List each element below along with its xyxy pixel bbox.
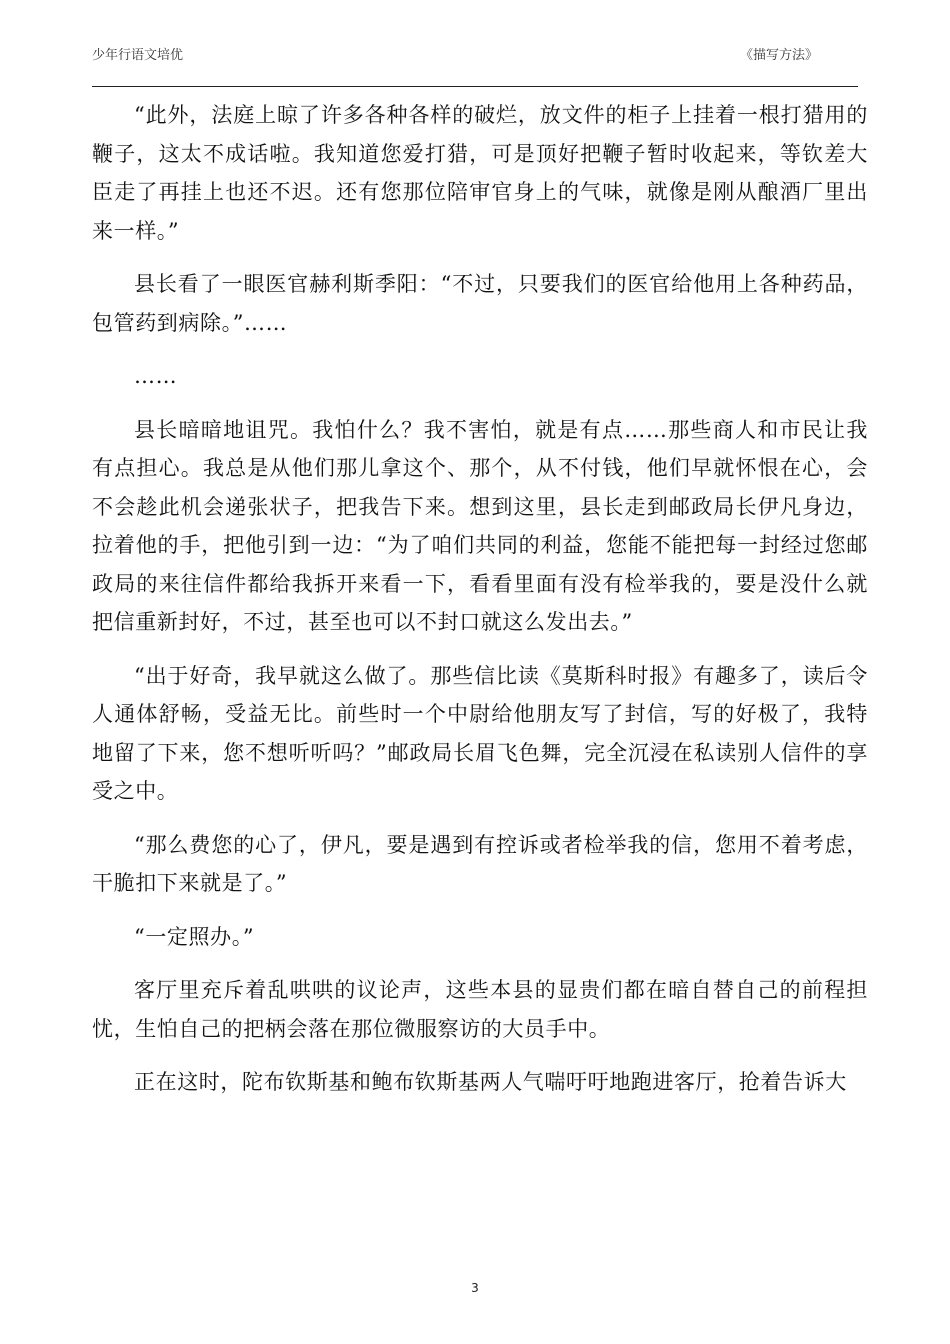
paragraph: 客厅里充斥着乱哄哄的议论声，这些本县的显贵们都在暗自替自己的前程担忧，生怕自己的把柄会落在那位微服察访的大员手中。 [92, 978, 868, 1041]
page-header [92, 44, 858, 70]
paragraph: “一定照办。” [134, 924, 255, 949]
paragraph: 正在这时，陀布钦斯基和鲍布钦斯基两人气喘吁吁地跑进客厅，抢着告诉大 [134, 1070, 847, 1094]
header-left-text: 少年行语文培优 [92, 48, 184, 63]
paragraph: …… [134, 364, 178, 388]
header-divider [92, 86, 858, 87]
paragraph: “出于好奇，我早就这么做了。那些信比读《莫斯科时报》有趣多了，读后令人通体舒畅，受益无比。前些时一个中尉给他朋友写了封信，写的好极了，我特地留了下来，您不想听听吗？”邮政局长眉飞色舞，完全沉浸在私读别人信件的享受之中。 [92, 663, 868, 803]
paragraph: 县长暗暗地诅咒。我怕什么？我不害怕，就是有点……那些商人和市民让我有点担心。我总是从他们那儿拿这个、那个，从不付钱，他们早就怀恨在心，会不会趁此机会递张状子，把我告下来。想到这里，县长走到邮政局长伊凡身边，拉着他的手，把他引到一边：“为了咱们共同的利益，您能不能把每一封经过您邮政局的来往信件都给我拆开来看一下，看看里面有没有检举我的，要是没什么就把信重新封好，不过，甚至也可以不封口就这么发出去。” [92, 417, 868, 634]
paragraph: “那么费您的心了，伊凡，要是遇到有控诉或者检举我的信，您用不着考虑，干脆扣下来就是了。” [92, 832, 868, 895]
header-right-text: 《描写方法》 [739, 48, 818, 63]
body-text [92, 96, 868, 1117]
page-number: 3 [471, 1281, 479, 1295]
paragraph: 县长看了一眼医官赫利斯季阳：“不过，只要我们的医官给他用上各种药品，包管药到病除。”…… [92, 272, 868, 335]
paragraph: “此外，法庭上晾了许多各种各样的破烂，放文件的柜子上挂着一根打猎用的鞭子，这太不成话啦。我知道您爱打猎，可是顶好把鞭子暂时收起来，等钦差大臣走了再挂上也还不迟。还有您那位陪审官身上的气味，就像是刚从酿酒厂里出来一样。” [92, 103, 868, 243]
